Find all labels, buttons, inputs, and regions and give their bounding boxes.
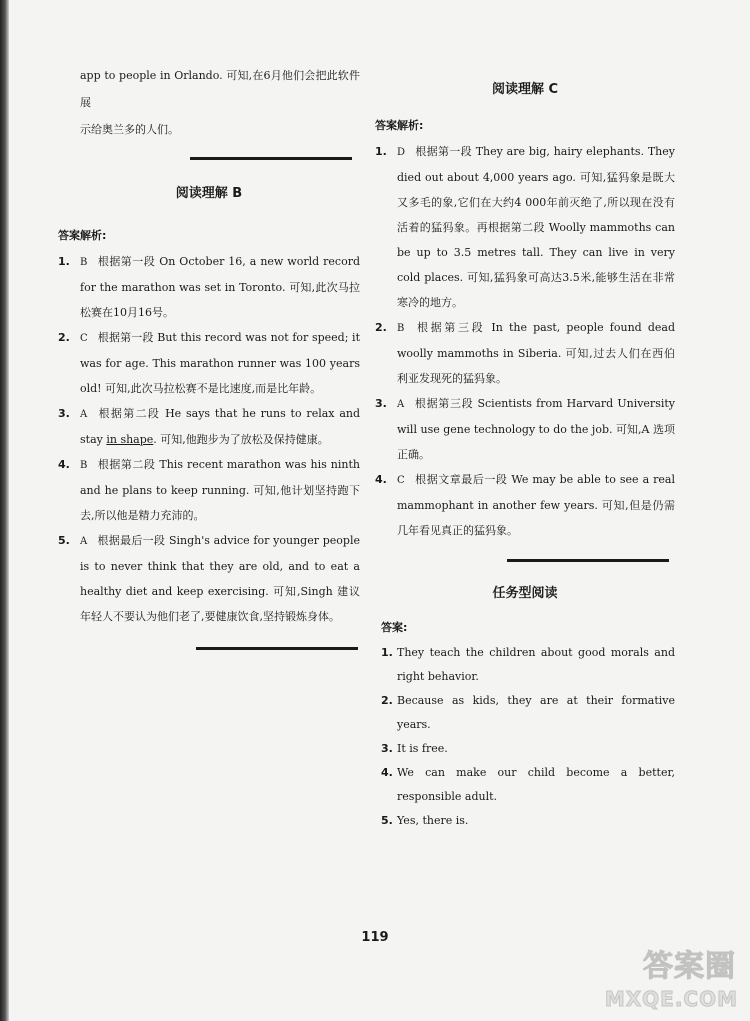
item-number: 2. [381, 694, 393, 707]
answer-item [58, 401, 360, 452]
item-number: 1. [58, 255, 70, 268]
left-column [58, 62, 360, 650]
item-letter: B [80, 257, 88, 268]
right-column [375, 72, 675, 833]
item-text: 根据第一段 But this record was not for speed; it was for age. This marathon runner was 100 years old! 可知,此次马拉松赛不是比速度,而是比年龄。 [80, 331, 360, 395]
task-reading-title: 任务型阅读 [492, 586, 558, 601]
item-number: 3. [58, 407, 70, 420]
page-number: 119 [361, 930, 389, 945]
answer-item [58, 452, 360, 528]
answers-label: 答案解析: [58, 229, 107, 242]
answer-item [58, 528, 360, 629]
item-number: 1. [381, 646, 393, 659]
item-text: 根据第三段 Scientists from Harvard University will use gene technology to do the job. 可知,A 选项正确。 [397, 397, 675, 461]
section-divider [190, 157, 352, 160]
answer-item [58, 325, 360, 401]
item-letter: A [80, 409, 88, 420]
answer-item [375, 467, 675, 543]
intro-line-1: app to people in Orlando. 可知,在6月他们会把此软件展 [80, 69, 360, 109]
answer-item [375, 139, 675, 315]
item-letter: A [80, 536, 88, 547]
item-text: 根据最后一段 Singh's advice for younger people is to never think that they are old, and to eat a healthy diet and keep exercising. 可知,Singh 建议年轻人不要认为他们老了,要健康饮食,坚持锻炼身体。 [80, 534, 360, 623]
answer-item [375, 391, 675, 467]
item-number: 3. [381, 742, 393, 755]
item-number: 5. [381, 814, 393, 827]
item-number: 4. [381, 766, 393, 779]
answer-item [375, 315, 675, 391]
binding-edge [0, 0, 9, 1021]
task-answer-item [375, 641, 675, 689]
task-answer-item [375, 809, 675, 833]
item-text-after: . 可知,他跑步为了放松及保持健康。 [153, 433, 329, 446]
item-letter: A [397, 399, 405, 410]
intro-line-2: 示给奥兰多的人们。 [80, 123, 179, 136]
item-letter: D [397, 147, 406, 158]
item-number: 4. [375, 473, 387, 486]
item-text: Because as kids, they are at their formative years. [397, 694, 675, 731]
item-letter: C [80, 333, 88, 344]
item-letter: B [397, 323, 405, 334]
task-answer-item [375, 737, 675, 761]
answer-item [58, 249, 360, 325]
item-number: 3. [375, 397, 387, 410]
item-text: Yes, there is. [397, 814, 469, 827]
item-number: 1. [375, 145, 387, 158]
watermark-logo [602, 941, 742, 1011]
item-text: 根据第三段 In the past, people found dead woolly mammoths in Siberia. 可知,过去人们在西伯利亚发现死的猛犸象。 [397, 321, 675, 385]
item-number: 2. [375, 321, 387, 334]
watermark-text-bottom: MXQE.COM [604, 987, 738, 1011]
item-text: 根据文章最后一段 We may be able to see a real mammophant in another few years. 可知,但是仍需几年看见真正的猛犸象。 [397, 473, 675, 537]
item-number: 5. [58, 534, 70, 547]
item-text: 根据第一段 They are big, hairy elephants. They died out about 4,000 years ago. 可知,猛犸象是既大又多毛的象,它们在大约4 000年前灭绝了,所以现在没有活着的猛犸象。再根据第二段 Woolly mammoths can be up to 3.5 metres tall. They can live in very cold places. 可知,猛犸象可高达3.5米,能够生活在非常寒冷的地方。 [397, 145, 675, 309]
task-answers-label: 答案: [381, 621, 408, 634]
section-c-title: 阅读理解 C [491, 82, 559, 97]
section-divider [507, 559, 669, 562]
item-letter: B [80, 460, 88, 471]
item-text-before: 根据第二段 He says that he runs to relax and stay [80, 407, 360, 446]
task-answer-item [375, 761, 675, 809]
item-text: They teach the children about good morals and right behavior. [397, 646, 675, 683]
item-number: 2. [58, 331, 70, 344]
item-text: We can make our child become a better, responsible adult. [397, 766, 675, 803]
item-text: It is free. [397, 742, 448, 755]
item-letter: C [397, 475, 405, 486]
answers-label: 答案解析: [375, 119, 424, 132]
item-text: 根据第一段 On October 16, a new world record for the marathon was set in Toronto. 可知,此次马拉松赛在10月16号。 [80, 255, 360, 319]
underlined-phrase: in shape [106, 433, 154, 446]
item-number: 4. [58, 458, 70, 471]
item-text: 根据第二段 This recent marathon was his ninth and he plans to keep running. 可知,他计划坚持跑下去,所以他是精力充沛的。 [80, 458, 360, 522]
section-divider [196, 647, 358, 650]
watermark-text-top: 答案圈 [643, 949, 736, 984]
section-b-title: 阅读理解 B [175, 186, 243, 201]
task-answer-item [375, 689, 675, 737]
